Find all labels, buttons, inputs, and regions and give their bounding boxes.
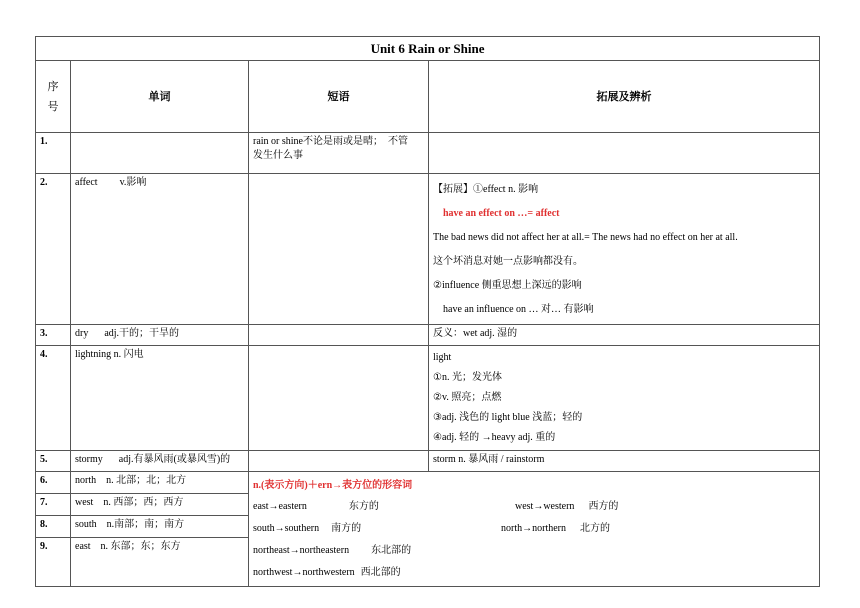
row-number: 3.	[36, 325, 71, 346]
row-number: 2.	[36, 174, 71, 325]
vocabulary-table	[35, 36, 820, 587]
row-number: 7.	[36, 493, 71, 515]
phrase-cell: rain or shine不论是雨或是晴； 不管 发生什么事	[249, 133, 429, 174]
table-row	[36, 133, 820, 174]
word-cell: dry adj.干的；干旱的	[71, 325, 249, 346]
word-cell	[71, 133, 249, 174]
extension-cell: 【拓展】①effect n. 影响 have an effect on …= affect The bad news did not affect her at all.= The news had no effect on her at all. 这个坏消息对她一点影响都没有。 ②influence 侧重思想上深远的影响 have an influence on … 对… 有影响	[429, 174, 820, 325]
phrase-cell	[249, 325, 429, 346]
word-cell: lightning n. 闪电	[71, 346, 249, 451]
header-word: 单词	[71, 61, 249, 133]
table-row	[36, 174, 820, 325]
row-number: 6.	[36, 472, 71, 494]
row-number: 4.	[36, 346, 71, 451]
phrase-cell	[249, 451, 429, 472]
word-cell: stormy adj.有暴风雨(或暴风雪)的	[71, 451, 249, 472]
table-row	[36, 451, 820, 472]
header-number: 序 号	[36, 61, 71, 133]
table-row	[36, 472, 820, 494]
row-number: 5.	[36, 451, 71, 472]
phrase-cell	[249, 346, 429, 451]
extension-cell: light ①n. 光；发光体 ②v. 照亮；点燃 ③adj. 浅色的 light blue 浅蓝；轻的 ④adj. 轻的 →heavy adj. 重的	[429, 346, 820, 451]
row-number: 9.	[36, 537, 71, 586]
directions-cell: n.(表示方向)＋ern→表方位的形容词 east→eastern 东方的 west→western 西方的 south→southern 南方的 north→northern 北方的 northeast→northeastern 东北部的 northwest→northwestern 西北部的	[249, 472, 820, 587]
word-cell: north n. 北部；北；北方	[71, 472, 249, 494]
extension-cell: 反义：wet adj. 湿的	[429, 325, 820, 346]
table-row	[36, 325, 820, 346]
row-number: 8.	[36, 515, 71, 537]
word-cell: east n. 东部；东；东方	[71, 537, 249, 586]
word-cell: south n.南部；南；南方	[71, 515, 249, 537]
extension-cell	[429, 133, 820, 174]
table-row	[36, 346, 820, 451]
table-title: Unit 6 Rain or Shine	[36, 37, 820, 61]
header-phrase: 短语	[249, 61, 429, 133]
word-cell: west n. 西部；西；西方	[71, 493, 249, 515]
row-number: 1.	[36, 133, 71, 174]
extension-cell: storm n. 暴风雨 / rainstorm	[429, 451, 820, 472]
header-extension: 拓展及辨析	[429, 61, 820, 133]
word-cell: affect v.影响	[71, 174, 249, 325]
phrase-cell	[249, 174, 429, 325]
